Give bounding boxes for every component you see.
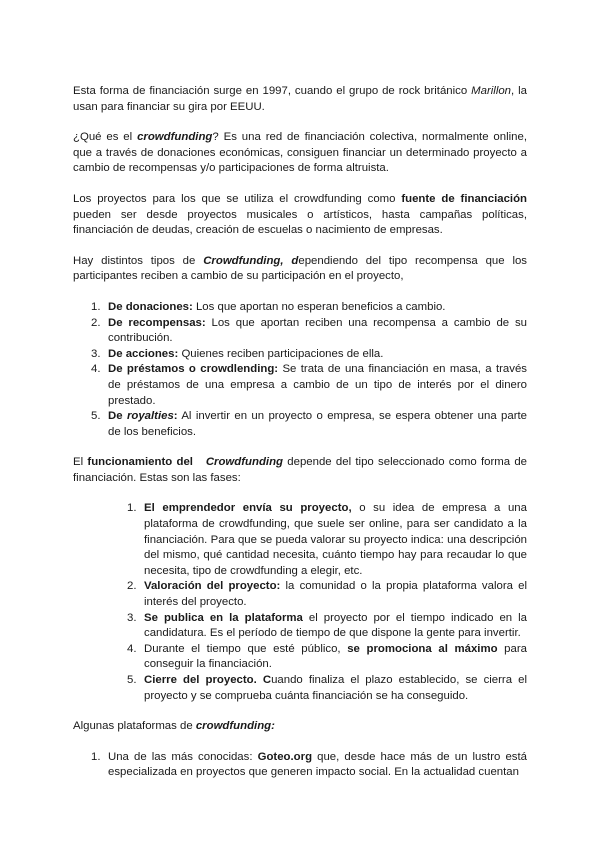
paragraph-operation: El funcionamiento del Crowdfunding depende del tipo seleccionado como forma de financiación. Estas son las fases:	[73, 456, 528, 484]
platform-goteo: Goteo.org	[257, 750, 313, 763]
platforms-list	[91, 750, 527, 781]
list-item: 5. Cierre del proyecto. Cuando finaliza el plazo establecido, se cierra el proyecto y se comprueba cuánta financiación se ha conseguido.	[127, 674, 527, 702]
paragraph-definition: ¿Qué es el crowdfunding? Es una red de financiación colectiva, normalmente online, que a través de donaciones económicas, consiguen financiar un determinado proyecto a cambio de recompensas y/o participaciones de forma altruista.	[73, 131, 527, 175]
list-item: 3. Se publica en la plataforma el proyecto por el tiempo indicado en la candidatura. Es el período de tiempo de que dispone la gente para invertir.	[127, 611, 527, 640]
paragraph-origin: Esta forma de financiación surge en 1997, cuando el grupo de rock británico Marillon, la usan para financiar su gira por EEUU.	[73, 85, 527, 113]
list-item: 4. Durante el tiempo que esté público, se promociona al máximo para conseguir la financiación.	[127, 642, 527, 671]
list-item: 5. De royalties: Al invertir en un proyecto o empresa, se espera obtener una parte de los beneficios.	[91, 410, 527, 438]
phases-list	[127, 501, 527, 704]
term-crowdfunding-operation: Crowdfunding	[205, 456, 283, 469]
paragraph-platforms-intro: Algunas plataformas de crowdfunding:	[73, 720, 275, 733]
list-item: 3. De acciones: Quienes reciben participaciones de ella.	[91, 347, 384, 360]
list-item: 1. El emprendedor envía su proyecto, o su idea de empresa a una plataforma de crowdfunding, que suele ser online, para ser candidato a la financiación. Para que se pueda valorar su proyecto indica: una descripción del mismo, qué cantidad necesita, cuánto tiempo hay para recaudar lo que necesita, tipo de crowdfunding a elegir, etc.	[127, 502, 527, 577]
band-name: Marillon	[471, 85, 512, 97]
term-crowdfunding: crowdfunding	[137, 131, 213, 144]
term-crowdfunding-platforms: crowdfunding:	[195, 720, 275, 733]
list-item: 2. Valoración del proyecto: la comunidad o la propia plataforma valora el interés del proyecto.	[127, 580, 527, 609]
list-item: 1. Una de las más conocidas: Goteo.org que, desde hace más de un lustro está especializada en proyectos que generen impacto social. En la actualidad cuentan	[91, 750, 527, 779]
types-list	[91, 300, 527, 440]
term-financing-source: fuente de financiación	[401, 192, 527, 205]
paragraph-types-intro: Hay distintos tipos de Crowdfunding, dependiendo del tipo recompensa que los participantes reciben a cambio de su participación en el proyecto,	[73, 254, 528, 283]
list-item: 1. De donaciones: Los que aportan no esperan beneficios a cambio.	[91, 300, 446, 313]
paragraph-uses: Los proyectos para los que se utiliza el crowdfunding como fuente de financiación pueden ser desde proyectos musicales o artísticos, hasta campañas políticas, financiación de deudas, creación de escuelas o nacimiento de empresas.	[73, 192, 527, 237]
term-operation: funcionamiento del	[87, 456, 193, 469]
document-body	[73, 84, 527, 796]
list-item: 4. De préstamos o crowdlending: Se trata de una financiación en masa, a través de préstamos de una empresa a cambio de un tipo de interés por el dinero prestado.	[91, 363, 527, 407]
term-crowdfunding-types: Crowdfunding, d	[203, 254, 299, 267]
list-item: 2. De recompensas: Los que aportan reciben una recompensa a cambio de su contribución.	[91, 316, 527, 345]
